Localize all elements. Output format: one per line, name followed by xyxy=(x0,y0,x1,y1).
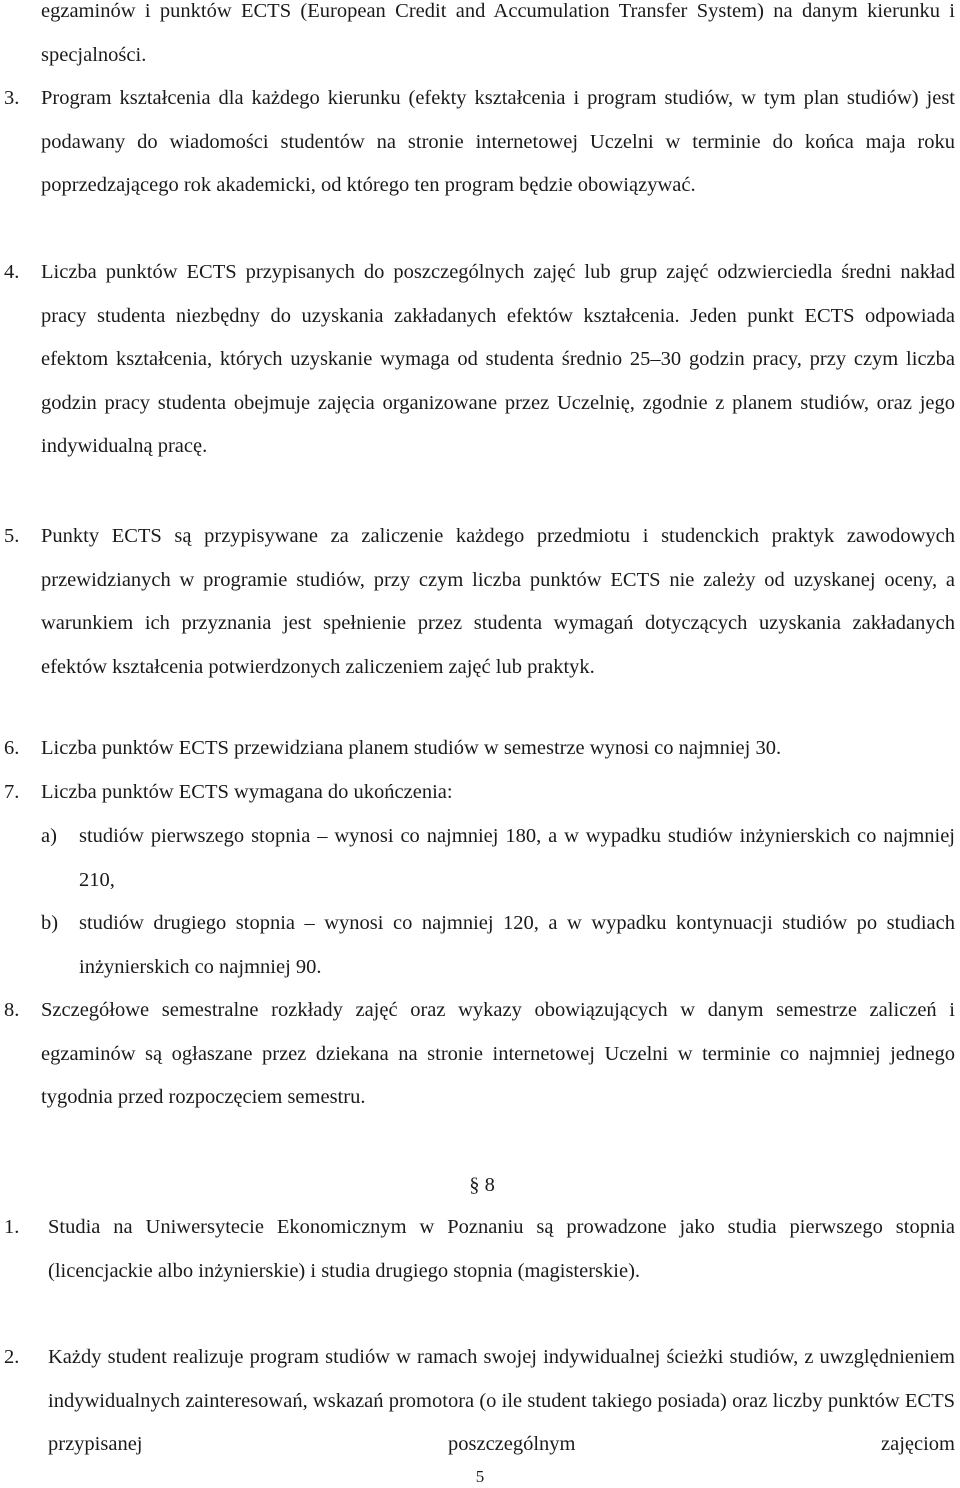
item-number-7: 7. xyxy=(4,781,20,803)
page-number: 5 xyxy=(475,1467,485,1486)
list-item-7: Liczba punktów ECTS wymagana do ukończenia: xyxy=(41,781,453,803)
sub-item-letter-a: a) xyxy=(41,825,57,847)
sub-item-letter-b: b) xyxy=(41,912,59,934)
sub-item-b: studiów drugiego stopnia – wynosi co najmniej 120, a w wypadku kontynuacji studiów po studiach inżynierskich co najmniej 90. xyxy=(79,912,955,978)
section-heading: § 8 xyxy=(469,1174,495,1196)
section-item-1: Studia na Uniwersytecie Ekonomicznym w Poznaniu są prowadzone jako studia pierwszego stopnia (licencjackie albo inżynierskie) i studia drugiego stopnia (magisterskie). xyxy=(48,1216,955,1282)
list-item-5: Punkty ECTS są przypisywane za zaliczenie każdego przedmiotu i studenckich praktyk zawodowych przewidzianych w programie studiów, przy czym liczba punktów ECTS nie zależy od uzyskanej oceny, a warunkiem ich przyznania jest spełnienie przez studenta wymagań dotyczących uzyskania zakładanych efektów kształcenia potwierdzonych zaliczeniem zajęć lub praktyk. xyxy=(41,525,955,678)
section-item-number-1: 1. xyxy=(4,1216,20,1238)
list-item-3: Program kształcenia dla każdego kierunku (efekty kształcenia i program studiów, w tym plan studiów) jest podawany do wiadomości studentów na stronie internetowej Uczelni w terminie do końca maja roku poprzedzającego rok akademicki, od którego ten program będzie obowiązywać. xyxy=(41,87,955,197)
item-number-6: 6. xyxy=(4,737,20,759)
list-item-6: Liczba punktów ECTS przewidziana planem studiów w semestrze wynosi co najmniej 30. xyxy=(41,737,782,759)
section-item-number-2: 2. xyxy=(4,1346,20,1368)
section-item-2: Każdy student realizuje program studiów w ramach swojej indywidualnej ścieżki studiów, z uwzględnieniem indywidualnych zainteresowań, wskazań promotora (o ile student takiego posiada) oraz liczby punktów ECTS przypisanej poszczególnym zajęciom xyxy=(48,1346,955,1456)
list-item-8: Szczegółowe semestralne rozkłady zajęć oraz wykazy obowiązujących w danym semestrze zaliczeń i egzaminów są ogłaszane przez dziekana na stronie internetowej Uczelni w terminie co najmniej jednego tygodnia przed rozpoczęciem semestru. xyxy=(41,999,955,1109)
continuation-paragraph: egzaminów i punktów ECTS (European Credit and Accumulation Transfer System) na danym kierunku i specjalności. xyxy=(41,0,955,66)
item-number-4: 4. xyxy=(4,261,20,283)
item-number-5: 5. xyxy=(4,525,20,547)
item-number-3: 3. xyxy=(4,87,20,109)
sub-item-a: studiów pierwszego stopnia – wynosi co najmniej 180, a w wypadku studiów inżynierskich co najmniej 210, xyxy=(79,825,955,891)
item-number-8: 8. xyxy=(4,999,20,1021)
list-item-4: Liczba punktów ECTS przypisanych do poszczególnych zajęć lub grup zajęć odzwierciedla średni nakład pracy studenta niezbędny do uzyskania zakładanych efektów kształcenia. Jeden punkt ECTS odpowiada efektom kształcenia, których uzyskanie wymaga od studenta średnio 25–30 godzin pracy, przy czym liczba godzin pracy studenta obejmuje zajęcia organizowane przez Uczelnię, zgodnie z planem studiów, oraz jego indywidualną pracę. xyxy=(41,261,955,458)
